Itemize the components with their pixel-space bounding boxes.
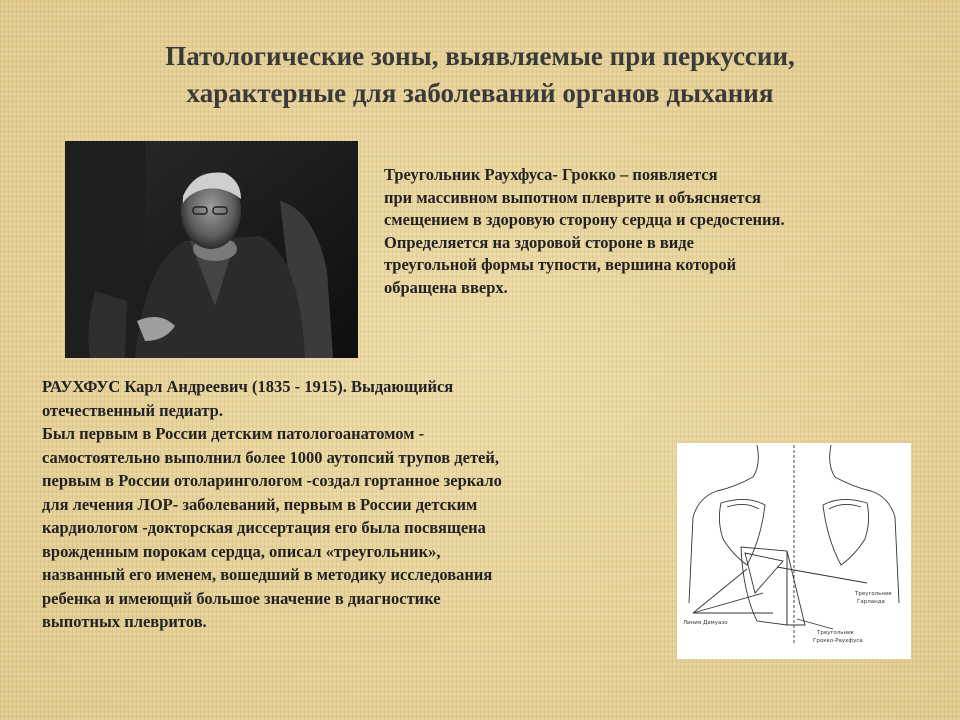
label-garland-triangle-2: Гарланда — [857, 599, 885, 605]
slide-title — [60, 38, 900, 112]
rauchfuss-biography — [42, 375, 662, 634]
title-line-1: Патологические зоны, выявляемые при перкуссии, — [165, 41, 795, 71]
bio-line: выпотных плевритов. — [42, 612, 207, 631]
description-line: Треугольник Раухфуса- Грокко – появляется — [384, 165, 718, 184]
portrait-photo — [65, 141, 358, 358]
bio-line: первым в России отоларингологом -создал гортанное зеркало — [42, 471, 502, 490]
bio-line: кардиологом -докторская диссертация его была посвящена — [42, 518, 486, 537]
portrait-image — [65, 141, 358, 358]
bio-line: названный его именем, вошедший в методику исследования — [42, 565, 493, 584]
bio-line: для лечения ЛОР- заболеваний, первым в России детским — [42, 494, 478, 514]
label-grocco-triangle-2: Грокко-Раухфуса — [813, 638, 863, 644]
title-line-2: характерные для заболеваний органов дыхания — [186, 78, 774, 108]
bio-line: Был первым в России детским патологоанатомом - — [42, 424, 425, 443]
description-line: треугольной формы тупости, вершина которой — [384, 255, 737, 274]
description-line: Определяется на здоровой стороне в виде — [384, 232, 694, 252]
description-line: смещением в здоровую сторону сердца и средостения. — [384, 210, 785, 229]
bio-line: врожденным порокам сердца, описал «треугольник», — [42, 541, 441, 561]
chest-percussion-diagram — [677, 443, 911, 659]
chest-outline-svg — [677, 443, 911, 659]
rauchfuss-triangle-description — [384, 164, 924, 299]
bio-line: ребенка и имеющий большое значение в диагностике — [42, 588, 441, 608]
description-line: обращена вверх. — [384, 277, 508, 297]
bio-line: самостоятельно выполнил более 1000 аутопсий трупов детей, — [42, 447, 500, 467]
label-damoiseau-line: Линия Дамуазо — [683, 620, 728, 626]
description-line: при массивном выпотном плеврите и объясняется — [384, 187, 761, 207]
label-grocco-triangle-1: Треугольник — [817, 630, 854, 636]
label-garland-triangle-1: Треугольник — [855, 591, 892, 597]
bio-line: РАУХФУС Карл Андреевич (1835 - 1915). Выдающийся — [42, 377, 454, 396]
bio-line: отечественный педиатр. — [42, 400, 223, 420]
